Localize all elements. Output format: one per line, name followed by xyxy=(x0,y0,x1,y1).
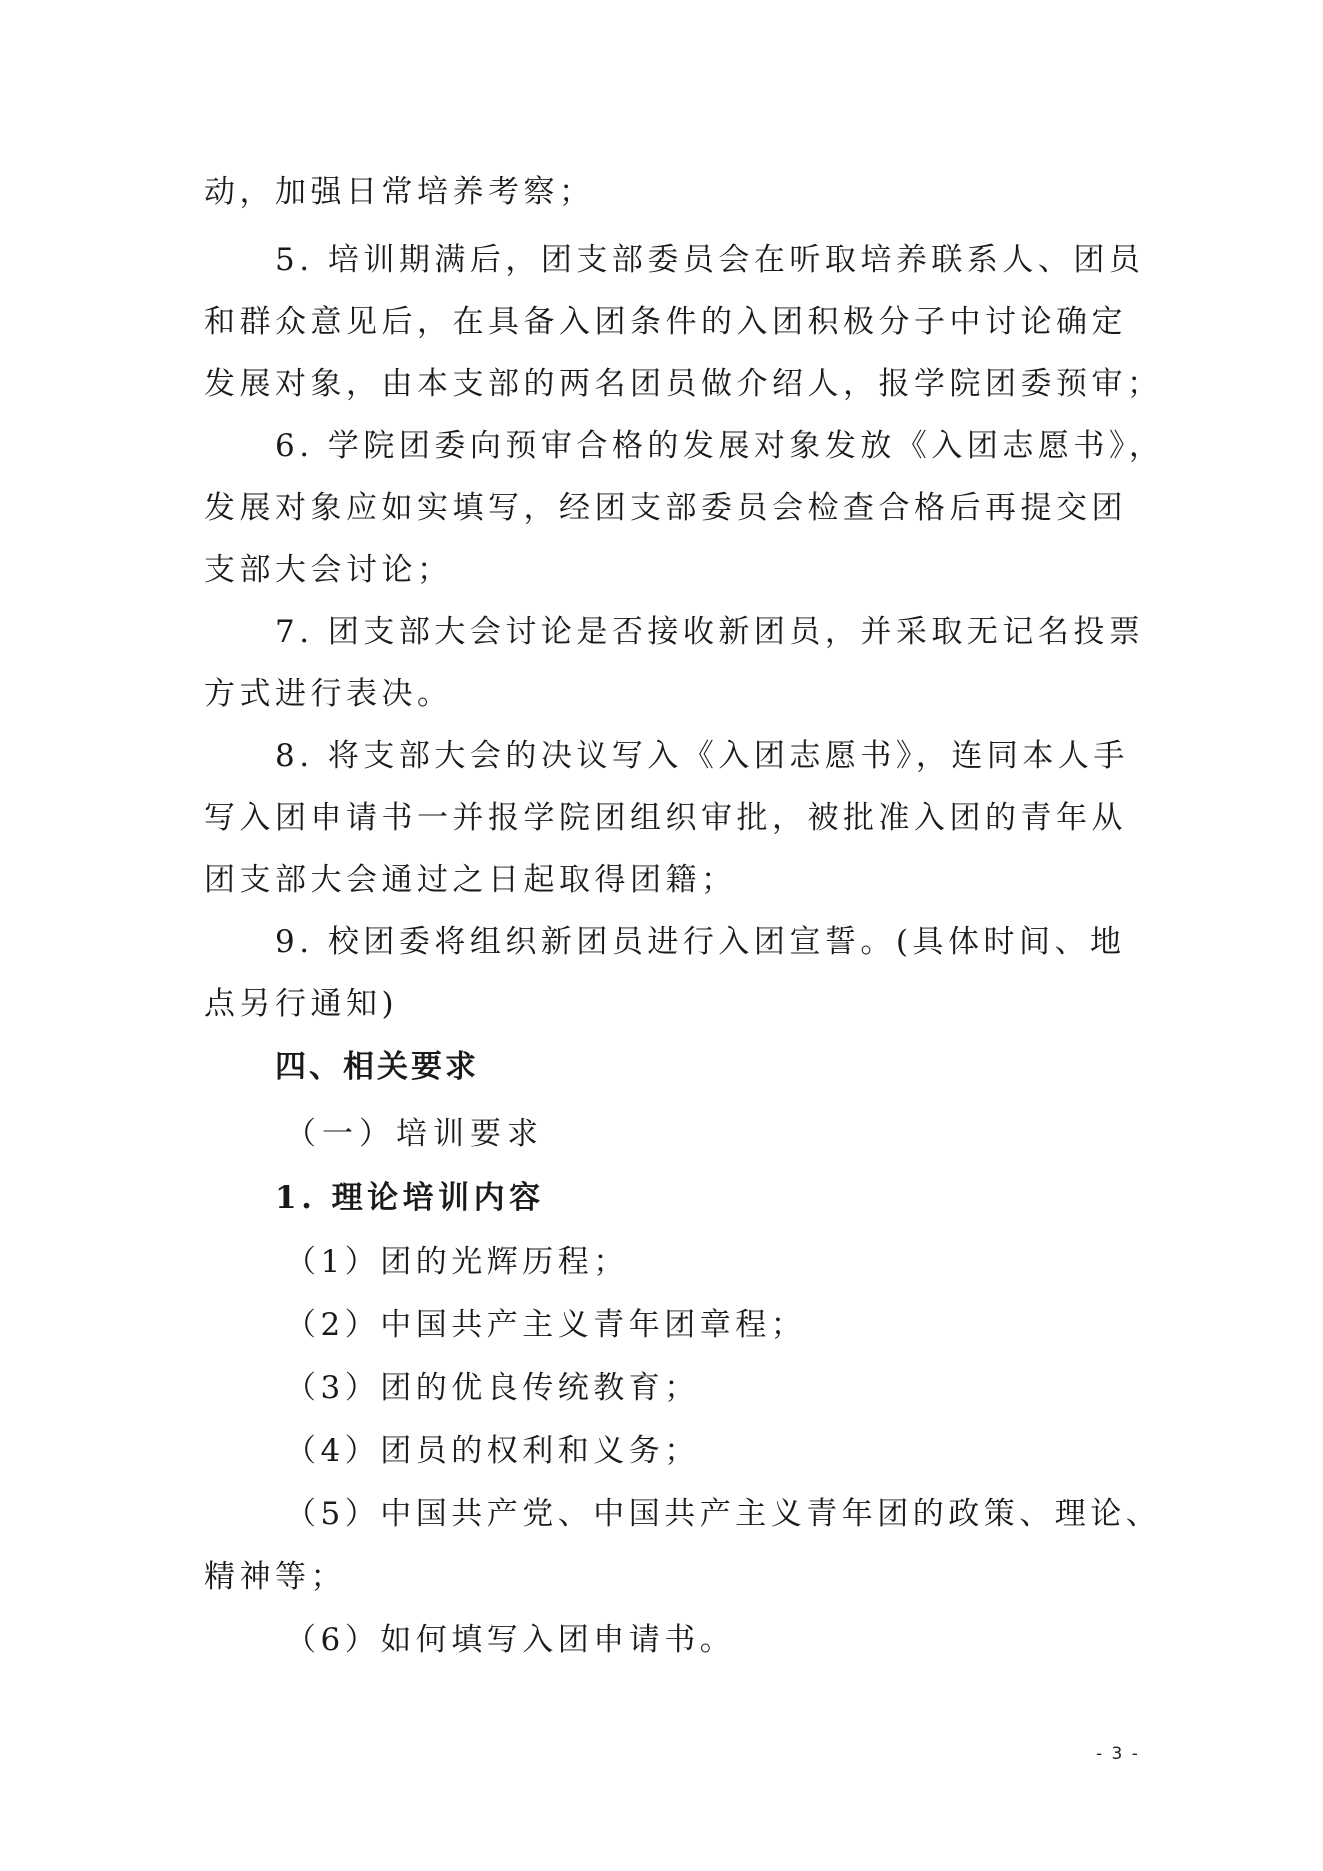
paragraph-line: 9. 校团委将组织新团员进行入团宣誓。(具体时间、地 xyxy=(275,924,1126,960)
paragraph-line: 5. 培训期满后，团支部委员会在听取培养联系人、团员 xyxy=(275,242,1145,278)
paragraph-line: 支部大会讨论； xyxy=(204,552,453,588)
list-item: （2）中国共产主义青年团章程； xyxy=(285,1307,807,1343)
paragraph-line: 动，加强日常培养考察； xyxy=(204,174,595,210)
page-number: - 3 - xyxy=(1096,1744,1140,1764)
list-item: （6）如何填写入团申请书。 xyxy=(285,1622,736,1658)
paragraph-line: 8. 将支部大会的决议写入《入团志愿书》，连同本人手 xyxy=(275,738,1129,774)
paragraph-line: 发展对象，由本支部的两名团员做介绍人，报学院团委预审； xyxy=(204,366,1163,402)
paragraph-line: 和群众意见后，在具备入团条件的入团积极分子中讨论确定 xyxy=(204,304,1127,340)
paragraph-line: 方式进行表决。 xyxy=(204,676,453,712)
list-item: 精神等； xyxy=(204,1559,346,1595)
paragraph-line: 写入团申请书一并报学院团组织审批，被批准入团的青年从 xyxy=(204,800,1127,836)
paragraph-line: 团支部大会通过之日起取得团籍； xyxy=(204,862,737,898)
list-item: （5）中国共产党、中国共产主义青年团的政策、理论、 xyxy=(285,1496,1162,1532)
list-item: （4）团员的权利和义务； xyxy=(285,1433,700,1469)
section-heading: 四、相关要求 xyxy=(275,1049,479,1085)
list-item: （3）团的优良传统教育； xyxy=(285,1370,700,1406)
item-heading: 1. 理论培训内容 xyxy=(275,1180,545,1216)
paragraph-line: 6. 学院团委向预审合格的发展对象发放《入团志愿书》， xyxy=(275,428,1165,464)
list-item: （1）团的光辉历程； xyxy=(285,1244,629,1280)
paragraph-line: 点另行通知) xyxy=(204,986,399,1022)
paragraph-line: 7. 团支部大会讨论是否接收新团员，并采取无记名投票 xyxy=(275,614,1145,650)
paragraph-line: 发展对象应如实填写，经团支部委员会检查合格后再提交团 xyxy=(204,490,1127,526)
sub-heading: （一）培训要求 xyxy=(285,1116,544,1152)
